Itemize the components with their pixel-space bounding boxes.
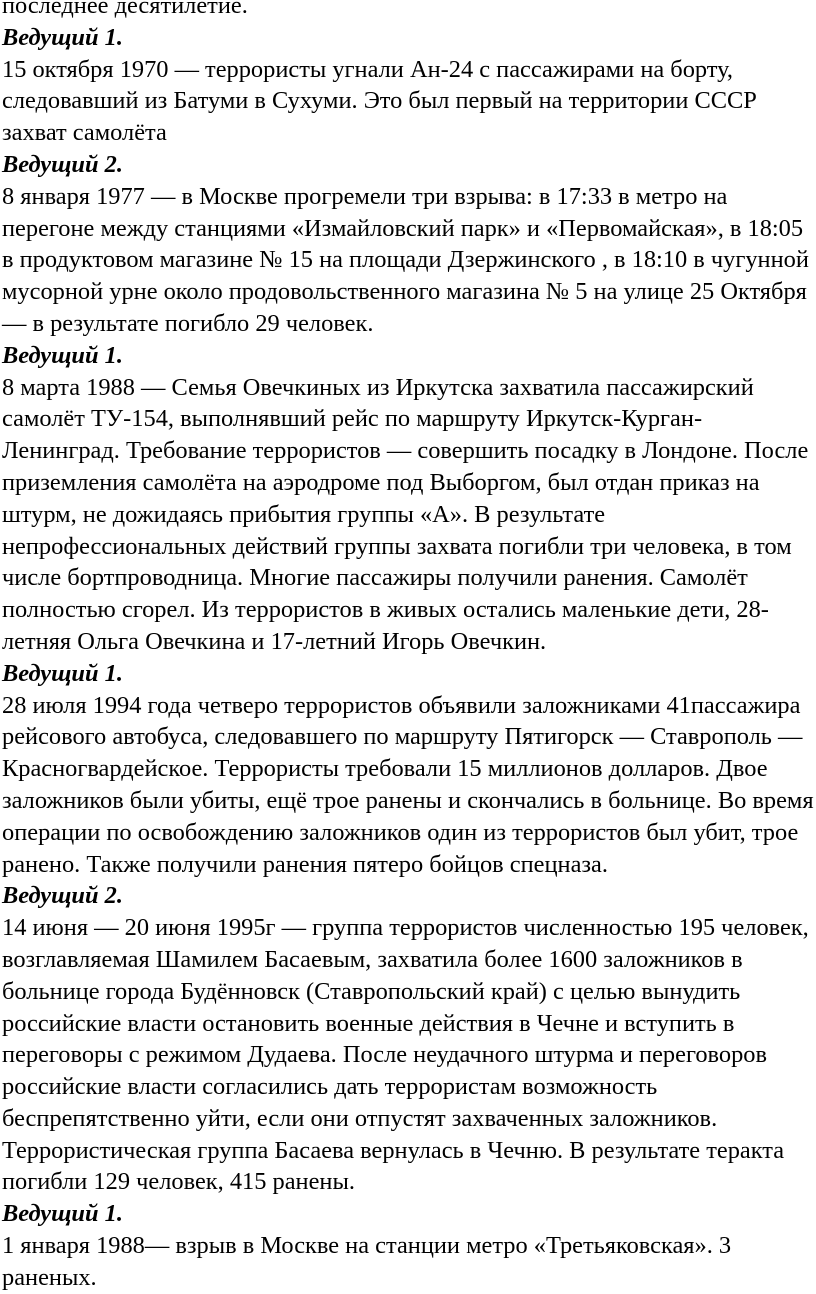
speaker-label: Ведущий 1. xyxy=(2,659,123,687)
speaker-label: Ведущий 2. xyxy=(2,882,123,910)
paragraph-text: 1 января 1988— взрыв в Москве на станции метро «Третьяковская». 3 раненых. xyxy=(2,1232,732,1291)
speaker-label: Ведущий 1. xyxy=(2,1200,123,1228)
paragraph-text: 15 октября 1970 — террористы угнали Ан-24 с пассажирами на борту, следовавший из Батуми в Сухуми. Это был первый на территории СССР захват самолёта xyxy=(2,55,757,147)
paragraph-text: 8 января 1977 — в Москве прогремели три взрыва: в 17:33 в метро на перегоне между станциями «Измайловский парк» и «Первомайская», в 18:05 в продуктовом магазине № 15 на площади Дзержинского , в 18:10 в чугунной мусорной урне около продовольственного магазина № 5 на улице 25 Октября — в результате погибло 29 человек. xyxy=(2,182,809,337)
speaker-label: Ведущий 2. xyxy=(2,150,123,178)
speaker-label: Ведущий 1. xyxy=(2,23,123,51)
intro-fragment: последнее десятилетие. xyxy=(2,0,248,19)
speaker-label: Ведущий 1. xyxy=(2,341,123,369)
paragraph-text: 8 марта 1988 — Семья Овечкиных из Иркутска захватила пассажирский самолёт ТУ-154, выполнявший рейс по маршруту Иркутск-Курган-Ленинград. Требование террористов — совершить посадку в Лондоне. После приземления самолёта на аэродроме под Выборгом, был отдан приказ на штурм, не дожидаясь прибытия группы «А». В результате непрофессиональных действий группы захвата погибли три человека, в том числе бортпроводница. Многие пассажиры получили ранения. Самолёт полностью сгорел. Из террористов в живых остались маленькие дети, 28-летняя Ольга Овечкина и 17-летний Игорь Овечкин. xyxy=(2,373,809,655)
paragraph-text: 14 июня — 20 июня 1995г — группа террористов численностью 195 человек, возглавляемая Шамилем Басаевым, захватила более 1600 заложников в больнице города Будённовск (Ставропольский край) с целью вынудить российские власти остановить военные действия в Чечне и вступить в переговоры с режимом Дудаева. После неудачного штурма и переговоров российские власти согласились дать террористам возможность беспрепятственно уйти, если они отпустят захваченных заложников. Террористическая группа Басаева вернулась в Чечню. В результате теракта погибли 129 человек, 415 ранены. xyxy=(2,914,809,1196)
document-page xyxy=(2,0,814,1294)
paragraph-text: 28 июля 1994 года четверо террористов объявили заложниками 41пассажира рейсового автобуса, следовавшего по маршруту Пятигорск — Ставрополь — Красногвардейское. Террористы требовали 15 миллионов долларов. Двое заложников были убиты, ещё трое ранены и скончались в больнице. Во время операции по освобождению заложников один из террористов был убит, трое ранено. Также получили ранения пятеро бойцов спецназа. xyxy=(2,691,814,878)
